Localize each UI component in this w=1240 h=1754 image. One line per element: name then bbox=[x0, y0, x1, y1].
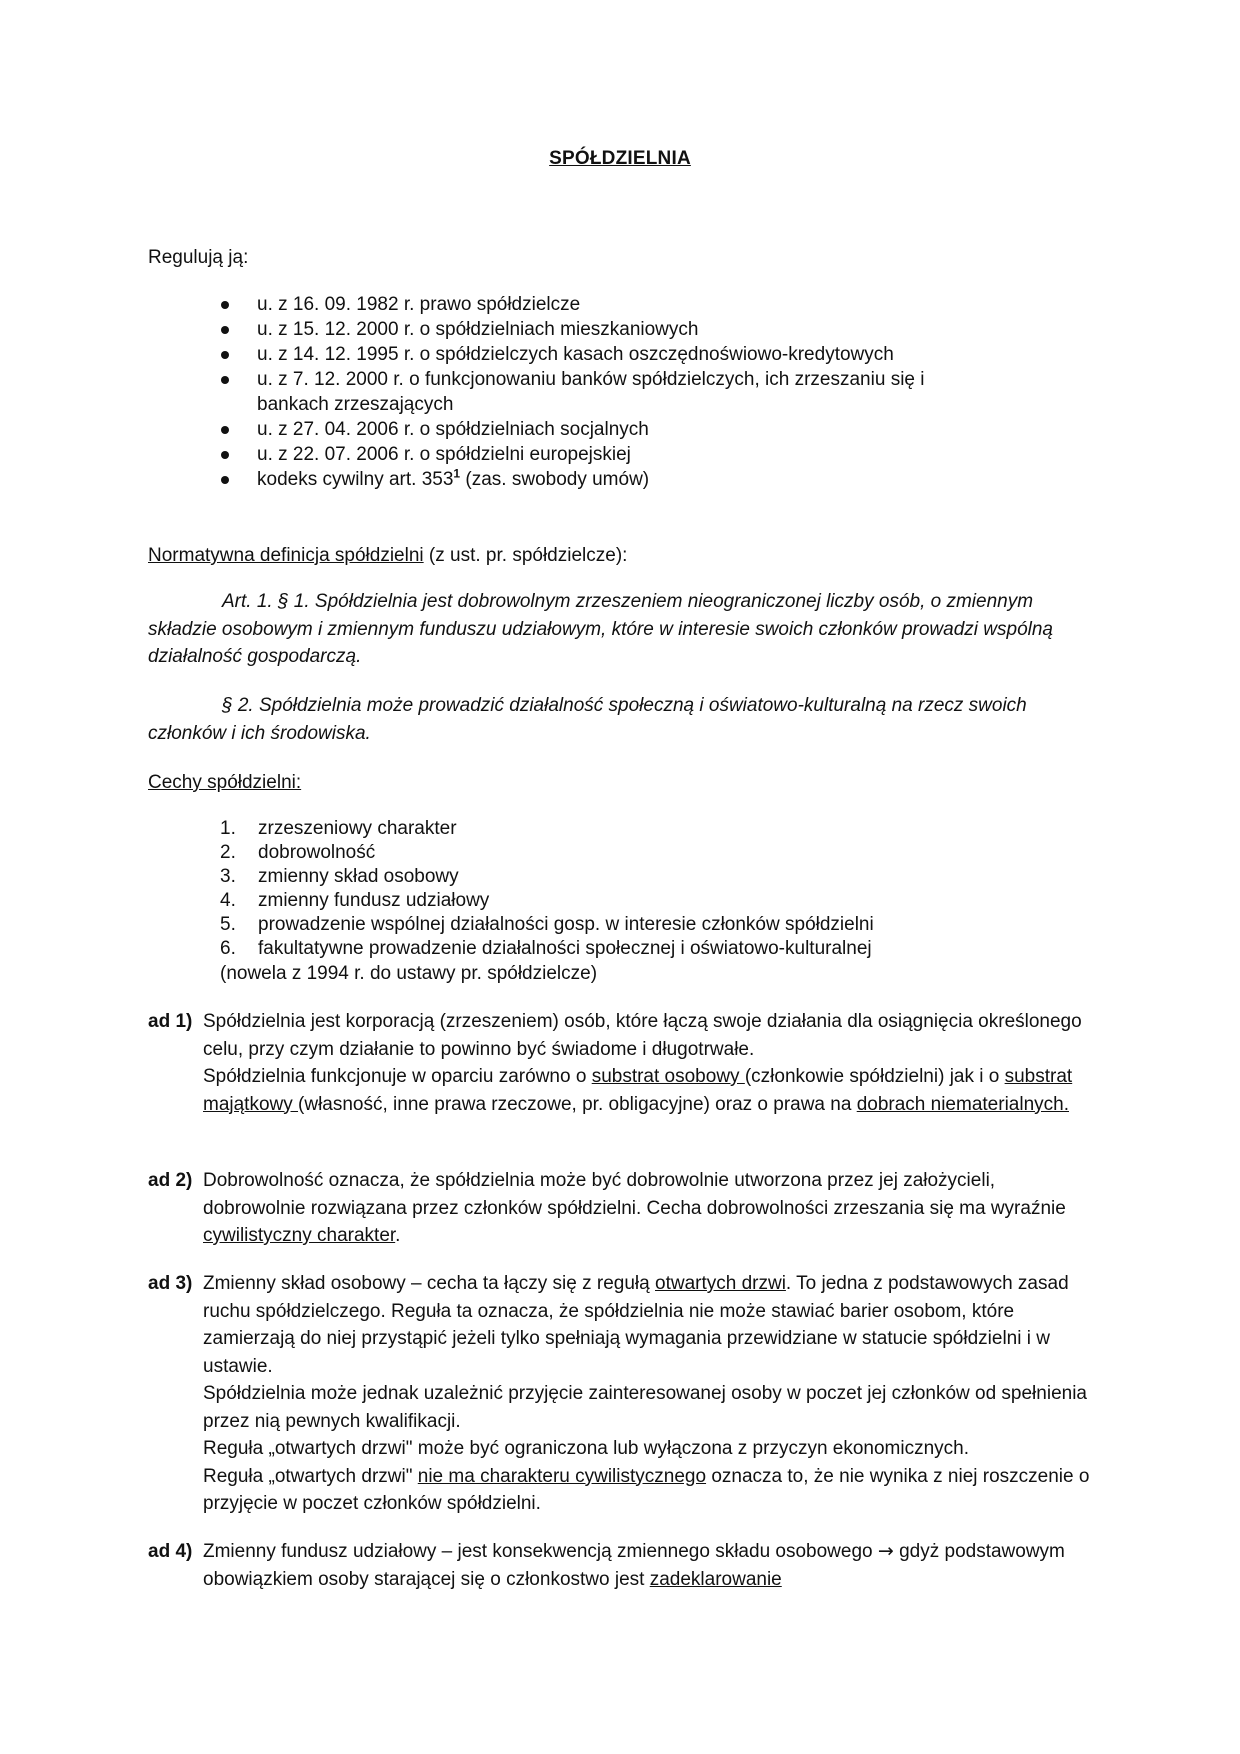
bullet-icon bbox=[221, 376, 229, 384]
list-item: u. z 14. 12. 1995 r. o spółdzielczych kasach oszczędnoświowo-kredytowych bbox=[257, 342, 924, 367]
list-item-continuation: bankach zrzeszających bbox=[257, 394, 454, 415]
arrow-right-icon: → bbox=[877, 1540, 894, 1562]
paragraph: Spółdzielnia jest korporacją (zrzeszeniem) osób, które łączą swoje działania dla osiągnięcia określonego celu, przy czym działanie to powinno być świadome i długotrwałe. bbox=[203, 1011, 1082, 1060]
list-item: kodeks cywilny art. $353^1$ (zas. swobody umów) bbox=[257, 467, 924, 492]
regulations-list bbox=[257, 292, 924, 492]
features-heading: Cechy spółdzielni: bbox=[148, 772, 302, 793]
section-label: ad 4) bbox=[148, 1541, 193, 1562]
ad-2-section bbox=[148, 1167, 1098, 1250]
paragraph: Reguła „otwartych drzwi" nie ma charakteru cywilistycznego oznacza to, że nie wynika z niej roszczenie o przyjęcie w poczet członków spółdzielni. bbox=[203, 1465, 1090, 1514]
bullet-icon bbox=[221, 301, 229, 309]
paragraph: Zmienny fundusz udziałowy – jest konsekwencją zmiennego składu osobowego → gdyż podstawowym obowiązkiem osoby starającej się o członkostwo jest zadeklarowanie bbox=[203, 1540, 1065, 1590]
ad-4-section bbox=[148, 1538, 1098, 1593]
bullet-icon bbox=[221, 326, 229, 334]
bullet-icon bbox=[221, 451, 229, 459]
list-item: u. z 27. 04. 2006 r. o spółdzielniach socjalnych bbox=[257, 417, 924, 442]
definition-heading: Normatywna definicja spółdzielni (z ust. pr. spółdzielcze): bbox=[148, 545, 628, 566]
ad-1-section bbox=[148, 1008, 1098, 1118]
list-item: 6. fakultatywne prowadzenie działalności społecznej i oświatowo-kulturalnej bbox=[220, 938, 872, 959]
regulations-intro: Regulują ją: bbox=[148, 247, 249, 268]
list-item: 4. zmienny fundusz udziałowy bbox=[220, 890, 490, 911]
section-label: ad 3) bbox=[148, 1273, 193, 1294]
section-label: ad 1) bbox=[148, 1011, 193, 1032]
list-item: u. z 16. 09. 1982 r. prawo spółdzielcze bbox=[257, 292, 924, 317]
features-list bbox=[220, 817, 874, 961]
list-item: u. z 22. 07. 2006 r. o spółdzielni europejskiej bbox=[257, 442, 924, 467]
features-note: (nowela z 1994 r. do ustawy pr. spółdzielcze) bbox=[220, 963, 598, 984]
bullet-icon bbox=[221, 476, 229, 484]
list-item: 5. prowadzenie wspólnej działalności gosp. w interesie członków spółdzielni bbox=[220, 914, 874, 935]
bullet-icon bbox=[221, 426, 229, 434]
document-title: SPÓŁDZIELNIA bbox=[549, 148, 691, 169]
list-item: u. z 15. 12. 2000 r. o spółdzielniach mieszkaniowych bbox=[257, 317, 924, 342]
ad-3-section bbox=[148, 1270, 1098, 1518]
paragraph: Spółdzielnia może jednak uzależnić przyjęcie zainteresowanej osoby w poczet jej członków od spełnienia przez nią pewnych kwalifikacji. bbox=[203, 1383, 1087, 1432]
article-1-paragraph-2: § 2. Spółdzielnia może prowadzić działalność społeczną i oświatowo-kulturalną na rzecz swoich członków i ich środowiska. bbox=[148, 695, 1027, 744]
list-item: u. z 7. 12. 2000 r. o funkcjonowaniu banków spółdzielczych, ich zrzeszaniu się i bbox=[257, 367, 924, 392]
list-item: 3. zmienny skład osobowy bbox=[220, 866, 459, 887]
paragraph: Spółdzielnia funkcjonuje w oparciu zarówno o substrat osobowy (członkowie spółdzielni) jak i o substrat majątkowy (własność, inne prawa rzeczowe, pr. obligacyjne) oraz o prawa na dobrach niematerialnych. bbox=[203, 1066, 1073, 1115]
list-item: 1. zrzeszeniowy charakter bbox=[220, 818, 457, 839]
paragraph: Reguła „otwartych drzwi" może być ograniczona lub wyłączona z przyczyn ekonomicznych. bbox=[203, 1438, 970, 1459]
paragraph: Zmienny skład osobowy – cecha ta łączy się z regułą otwartych drzwi. To jedna z podstawowych zasad ruchu spółdzielczego. Reguła ta oznacza, że spółdzielnia nie może stawiać barier osobom, które zamierzają do niej przystąpić jeżeli tylko spełniają wymagania przewidziane w statucie spółdzielni i w ustawie. bbox=[203, 1273, 1069, 1377]
list-item: 2. dobrowolność bbox=[220, 842, 376, 863]
paragraph: Dobrowolność oznacza, że spółdzielnia może być dobrowolnie utworzona przez jej założycieli, dobrowolnie rozwiązana przez członków spółdzielni. Cecha dobrowolności zrzeszania się ma wyraźnie cywilistyczny charakter. bbox=[203, 1170, 1066, 1246]
section-label: ad 2) bbox=[148, 1170, 193, 1191]
article-1-paragraph-1: Art. 1. § 1. Spółdzielnia jest dobrowolnym zrzeszeniem nieograniczonej liczby osób, o zmiennym składzie osobowym i zmiennym funduszu udziałowym, które w interesie swoich członków prowadzi wspólną działalność gospodarczą. bbox=[148, 591, 1053, 667]
bullet-icon bbox=[221, 351, 229, 359]
